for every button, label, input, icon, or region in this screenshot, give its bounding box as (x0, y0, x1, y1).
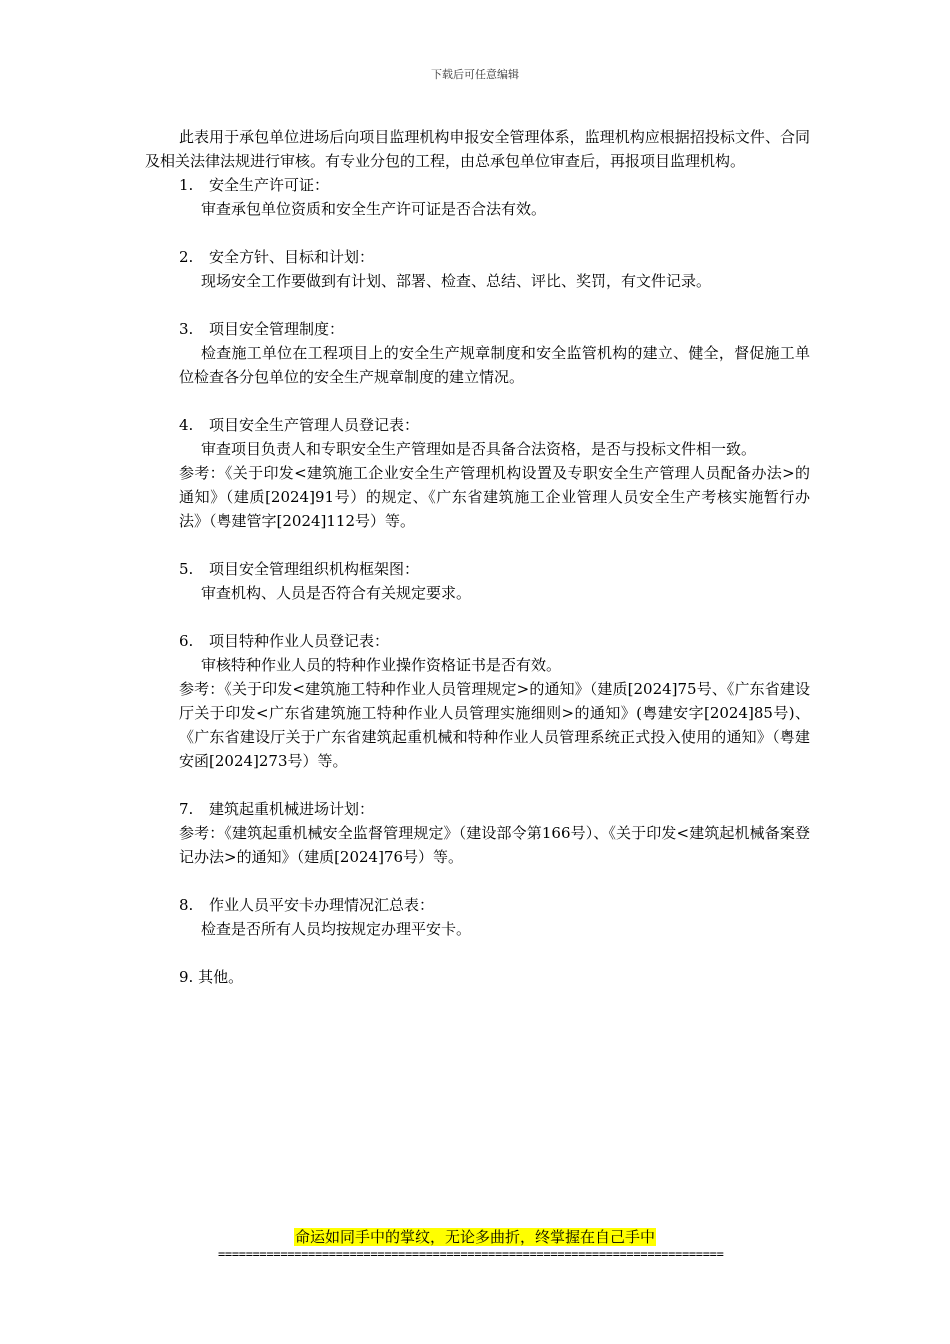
section-number: 7. (179, 800, 194, 818)
section-title-text: 安全生产许可证： (209, 176, 330, 194)
section-safety-policy (179, 245, 810, 293)
section-crane-plan (179, 797, 810, 869)
section-special-workers (179, 629, 810, 773)
section-number: 4. (179, 416, 194, 434)
footer-motto (0, 1227, 950, 1247)
section-title-text: 项目安全生产管理人员登记表： (209, 416, 420, 434)
document-body (145, 125, 810, 989)
section-title-text: 安全方针、目标和计划： (209, 248, 375, 266)
section-safety-staff (179, 413, 810, 533)
section-org-chart (179, 557, 810, 605)
section-title (179, 413, 810, 437)
section-safety-card (179, 893, 810, 941)
section-body: 审查项目负责人和专职安全生产管理如是否具备合法资格，是否与投标文件相一致。 (201, 440, 757, 458)
section-number: 2. (179, 248, 194, 266)
footer-divider: ========================================================================= (218, 1247, 724, 1261)
section-reference: 参考：《建筑起重机械安全监督管理规定》（建设部令第166号）、《关于印发<建筑起机械备案登记办法>的通知》（建质[2024]76号）等。 (179, 824, 810, 866)
section-title-text: 项目安全管理制度： (209, 320, 345, 338)
section-title (179, 557, 810, 581)
section-title-text: 项目安全管理组织机构框架图： (209, 560, 420, 578)
page-header: 下载后可任意编辑 (431, 68, 519, 81)
section-title-text: 建筑起重机械进场计划： (209, 800, 375, 818)
section-reference: 参考：《关于印发<建筑施工特种作业人员管理规定>的通知》（建质[2024]75号、《广东省建设厅关于印发<广东省建筑施工特种作业人员管理实施细则>的通知》(粤建安字[2024]85号)、《广东省建设厅关于广东省建筑起重机械和特种作业人员管理系统正式投入使用的通知》（粤建安函[2024]273号）等。 (179, 680, 810, 770)
section-number: 1. (179, 176, 194, 194)
section-body: 审查机构、人员是否符合有关规定要求。 (201, 584, 472, 602)
intro-paragraph: 此表用于承包单位进场后向项目监理机构申报安全管理体系，监理机构应根据招投标文件、合同及相关法律法规进行审核。有专业分包的工程，由总承包单位审查后，再报项目监理机构。 (145, 128, 810, 170)
section-number: 8. (179, 896, 194, 914)
section-title (179, 317, 810, 341)
footer-motto-text: 命运如同手中的掌纹，无论多曲折，终掌握在自己手中 (294, 1228, 655, 1246)
section-title-text: 项目特种作业人员登记表： (209, 632, 390, 650)
section-body: 检查施工单位在工程项目上的安全生产规章制度和安全监管机构的建立、健全，督促施工单位检查各分包单位的安全生产规章制度的建立情况。 (179, 344, 810, 386)
section-body: 检查是否所有人员均按规定办理平安卡。 (201, 920, 472, 938)
section-safety-license (179, 173, 810, 221)
section-title (179, 893, 810, 917)
section-number: 3. (179, 320, 194, 338)
section-body: 现场安全工作要做到有计划、部署、检查、总结、评比、奖罚，有文件记录。 (201, 272, 712, 290)
section-number: 5. (179, 560, 194, 578)
section-title (179, 245, 810, 269)
section-safety-rules (179, 317, 810, 389)
section-title (179, 629, 810, 653)
section-number: 6. (179, 632, 194, 650)
section-reference: 参考：《关于印发<建筑施工企业安全生产管理机构设置及专职安全生产管理人员配备办法>的通知》（建质[2024]91号）的规定、《广东省建筑施工企业管理人员安全生产考核实施暂行办法》（粤建管字[2024]112号）等。 (179, 464, 810, 530)
section-title (179, 173, 810, 197)
section-other: 9. 其他。 (179, 968, 244, 986)
section-title-text: 作业人员平安卡办理情况汇总表： (209, 896, 435, 914)
section-body: 审核特种作业人员的特种作业操作资格证书是否有效。 (201, 656, 562, 674)
section-body: 审查承包单位资质和安全生产许可证是否合法有效。 (201, 200, 547, 218)
section-title (179, 797, 810, 821)
